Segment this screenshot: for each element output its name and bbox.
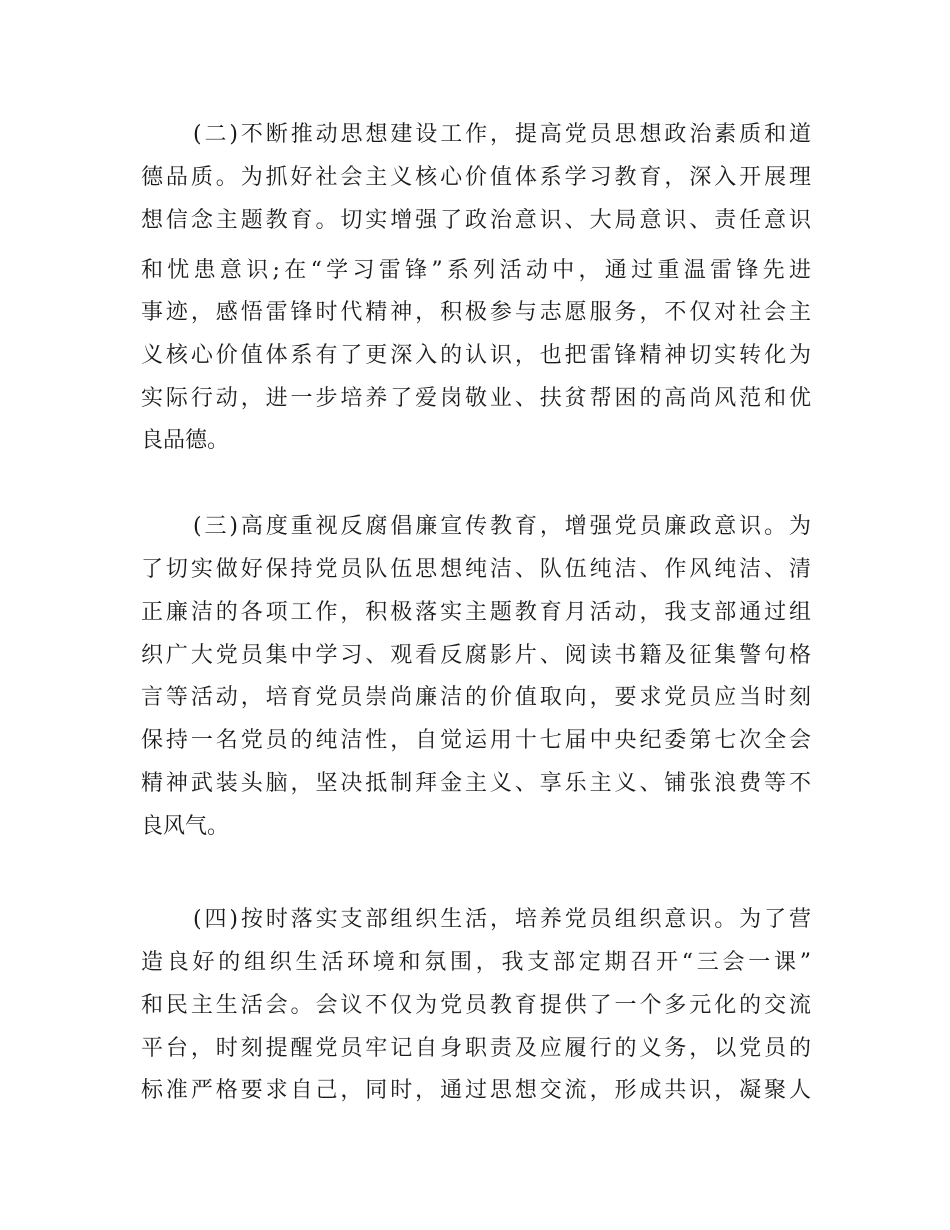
paragraph-line: 言等活动，培育党员崇尚廉洁的价值取向，要求党员应当时刻 <box>141 685 811 710</box>
paragraph-line: 正廉洁的各项工作，积极落实主题教育月活动，我支部通过组 <box>141 600 811 625</box>
paragraph-line: (三)高度重视反腐倡廉宣传教育，增强党员廉政意识。为 <box>193 514 811 539</box>
paragraph-line: 想信念主题教育。切实增强了政治意识、大局意识、责任意识 <box>141 208 811 233</box>
paragraph-line: 造良好的组织生活环境和氛围，我支部定期召开“三会一课” <box>141 950 811 975</box>
paragraph-line: 良风气。 <box>141 814 230 839</box>
paragraph-line: (四)按时落实支部组织生活，培养党员组织意识。为了营 <box>193 907 811 932</box>
paragraph-line: 事迹，感悟雷锋时代精神，积极参与志愿服务，不仅对社会主 <box>141 300 811 325</box>
paragraph-line: 保持一名党员的纯洁性，自觉运用十七届中央纪委第七次全会 <box>141 728 811 753</box>
paragraph-line: (二)不断推动思想建设工作，提高党员思想政治素质和道 <box>193 122 811 147</box>
paragraph-line: 和民主生活会。会议不仅为党员教育提供了一个多元化的交流 <box>141 993 811 1018</box>
paragraph-line: 和忧患意识;在“学习雷锋”系列活动中，通过重温雷锋先进 <box>141 258 811 283</box>
paragraph-line: 德品质。为抓好社会主义核心价值体系学习教育，深入开展理 <box>141 165 811 190</box>
paragraph-line: 平台，时刻提醒党员牢记自身职责及应履行的义务，以党员的 <box>141 1036 811 1061</box>
paragraph-line: 义核心价值体系有了更深入的认识，也把雷锋精神切实转化为 <box>141 343 811 368</box>
paragraph-line: 良品德。 <box>141 428 230 453</box>
paragraph-line: 了切实做好保持党员队伍思想纯洁、队伍纯洁、作风纯洁、清 <box>141 557 811 582</box>
paragraph-line: 织广大党员集中学习、观看反腐影片、阅读书籍及征集警句格 <box>141 643 811 668</box>
paragraph-line: 实际行动，进一步培养了爱岗敬业、扶贫帮困的高尚风范和优 <box>141 386 811 411</box>
paragraph-line: 精神武装头脑，坚决抵制拜金主义、享乐主义、铺张浪费等不 <box>141 771 811 796</box>
paragraph-line: 标准严格要求自己，同时，通过思想交流，形成共识，凝聚人 <box>141 1078 811 1103</box>
